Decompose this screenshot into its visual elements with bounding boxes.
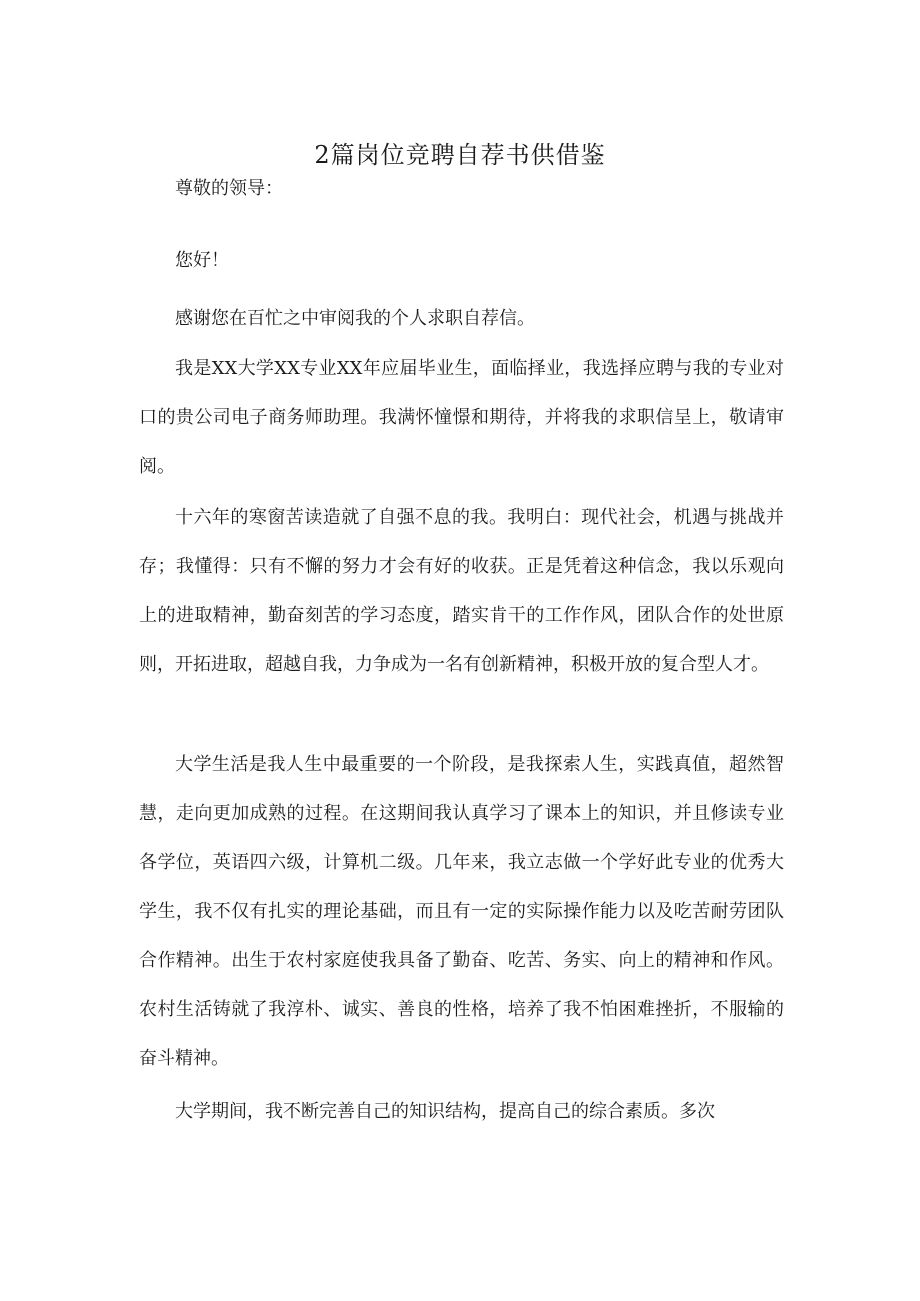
greeting: 您好！ bbox=[175, 250, 229, 271]
paragraph-university-period: 大学期间，我不断完善自己的知识结构，提高自己的综合素质。多次 bbox=[175, 1101, 715, 1122]
document-title: 2篇岗位竞聘自荐书供借鉴 bbox=[314, 141, 606, 169]
paragraph-introduction: 我是XX大学XX专业XX年应届毕业生，面临择业，我选择应聘与我的专业对口的贵公司电子商务师助理。我满怀憧憬和期待，并将我的求职信呈上，敬请审阅。 bbox=[139, 358, 784, 477]
paragraph-thanks: 感谢您在百忙之中审阅我的个人求职自荐信。 bbox=[175, 308, 535, 329]
salutation: 尊敬的领导： bbox=[175, 178, 283, 199]
paragraph-self-strengthening: 十六年的寒窗苦读造就了自强不息的我。我明白：现代社会，机遇与挑战并存；我懂得：只有不懈的努力才会有好的收获。正是凭着这种信念，我以乐观向上的进取精神，勤奋刻苦的学习态度，踏实肯干的工作作风，团队合作的处世原则，开拓进取，超越自我，力争成为一名有创新精神，积极开放的复合型人才。 bbox=[139, 507, 784, 675]
paragraph-university-life: 大学生活是我人生中最重要的一个阶段，是我探索人生，实践真值，超然智慧，走向更加成熟的过程。在这期间我认真学习了课本上的知识，并且修读专业各学位，英语四六级，计算机二级。几年来，我立志做一个学好此专业的优秀大学生，我不仅有扎实的理论基础，而且有一定的实际操作能力以及吃苦耐劳团队合作精神。出生于农村家庭使我具备了勤奋、吃苦、务实、向上的精神和作风。农村生活铸就了我淳朴、诚实、善良的性格，培养了我不怕困难挫折，不服输的奋斗精神。 bbox=[139, 754, 784, 1069]
